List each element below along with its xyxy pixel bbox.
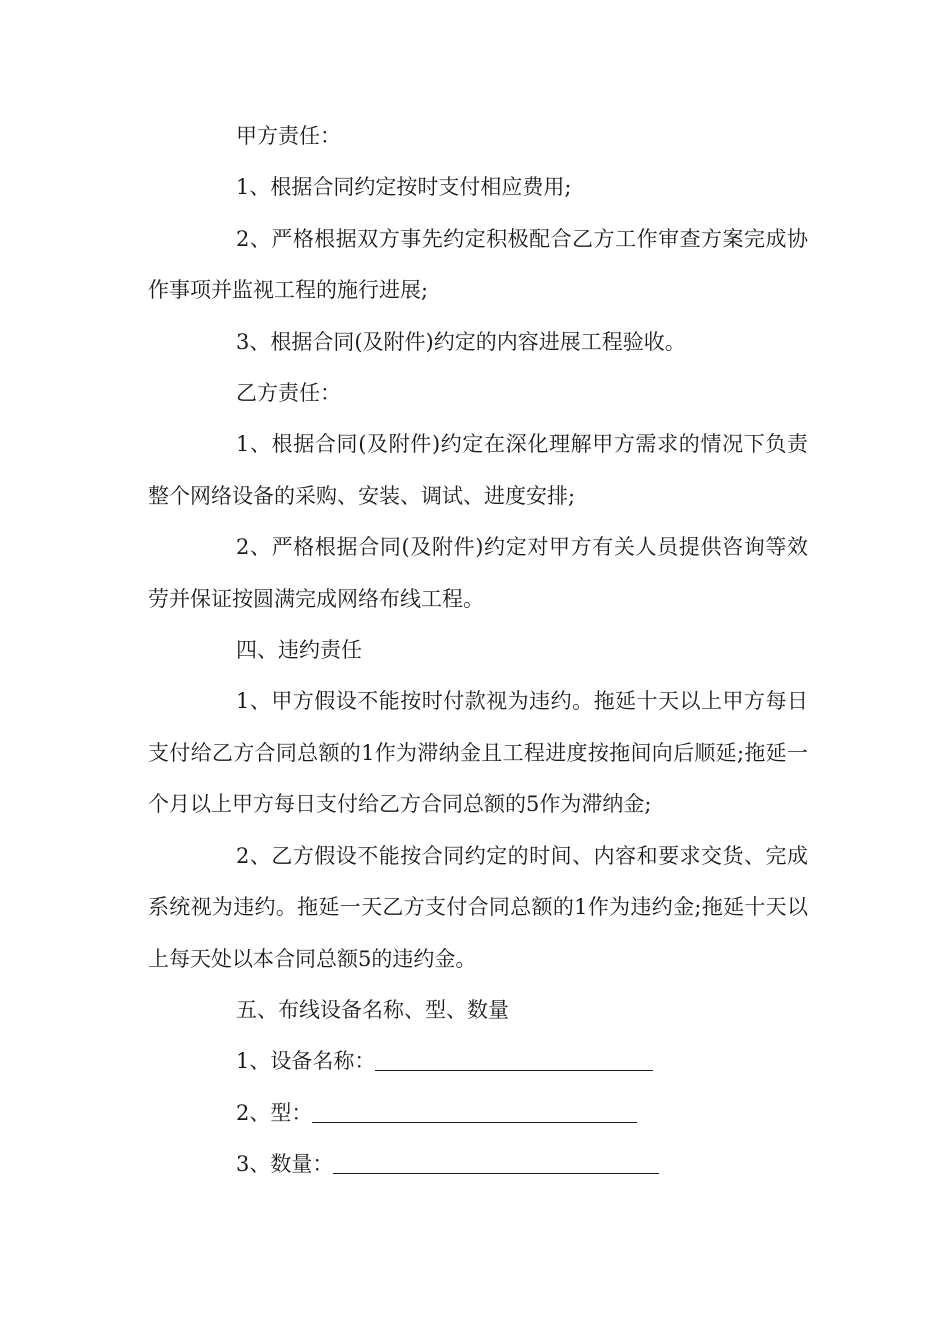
equipment-name-label: 1、设备名称： — [236, 1049, 376, 1074]
party-a-item-1: 1、根据合同约定按时支付相应费用; — [236, 175, 572, 200]
party-b-heading: 乙方责任： — [236, 381, 341, 406]
party-a-heading: 甲方责任： — [236, 124, 341, 148]
equipment-name-row — [148, 1036, 808, 1087]
party-a-item-3: 3、根据合同(及附件)约定的内容进展工程验收。 — [236, 329, 686, 354]
party-b-item-1: 1、根据合同(及附件)约定在深化理解甲方需求的情况下负责整个网络设备的采购、安装、调试、进度安排; — [148, 432, 808, 508]
equipment-qty-row — [148, 1139, 808, 1190]
breach-heading: 四、违约责任 — [236, 638, 362, 663]
equipment-qty-label: 3、数量： — [236, 1152, 334, 1177]
party-a-item-2: 2、严格根据双方事先约定积极配合乙方工作审查方案完成协作事项并监视工程的施行进展; — [148, 226, 808, 303]
equipment-model-row — [148, 1088, 808, 1139]
equipment-model-blank[interactable] — [312, 1100, 637, 1123]
equipment-heading: 五、布线设备名称、型、数量 — [236, 997, 509, 1022]
equipment-name-blank[interactable] — [375, 1048, 653, 1071]
equipment-qty-blank[interactable] — [333, 1151, 659, 1174]
party-b-item-2: 2、严格根据合同(及附件)约定对甲方有关人员提供咨询等效劳并保证按圆满完成网络布线工程。 — [148, 535, 808, 611]
breach-item-2: 2、乙方假设不能按合同约定的时间、内容和要求交货、完成系统视为违约。拖延一天乙方支付合同总额的1作为违约金;拖延十天以上每天处以本合同总额5的违约金。 — [148, 843, 808, 971]
document-body — [148, 111, 808, 1191]
equipment-model-label: 2、型： — [236, 1100, 313, 1125]
breach-item-1: 1、甲方假设不能按时付款视为违约。拖延十天以上甲方每日支付给乙方合同总额的1作为滞纳金且工程进度按拖间向后顺延;拖延一个月以上甲方每日支付给乙方合同总额的5作为滞纳金; — [148, 689, 808, 817]
